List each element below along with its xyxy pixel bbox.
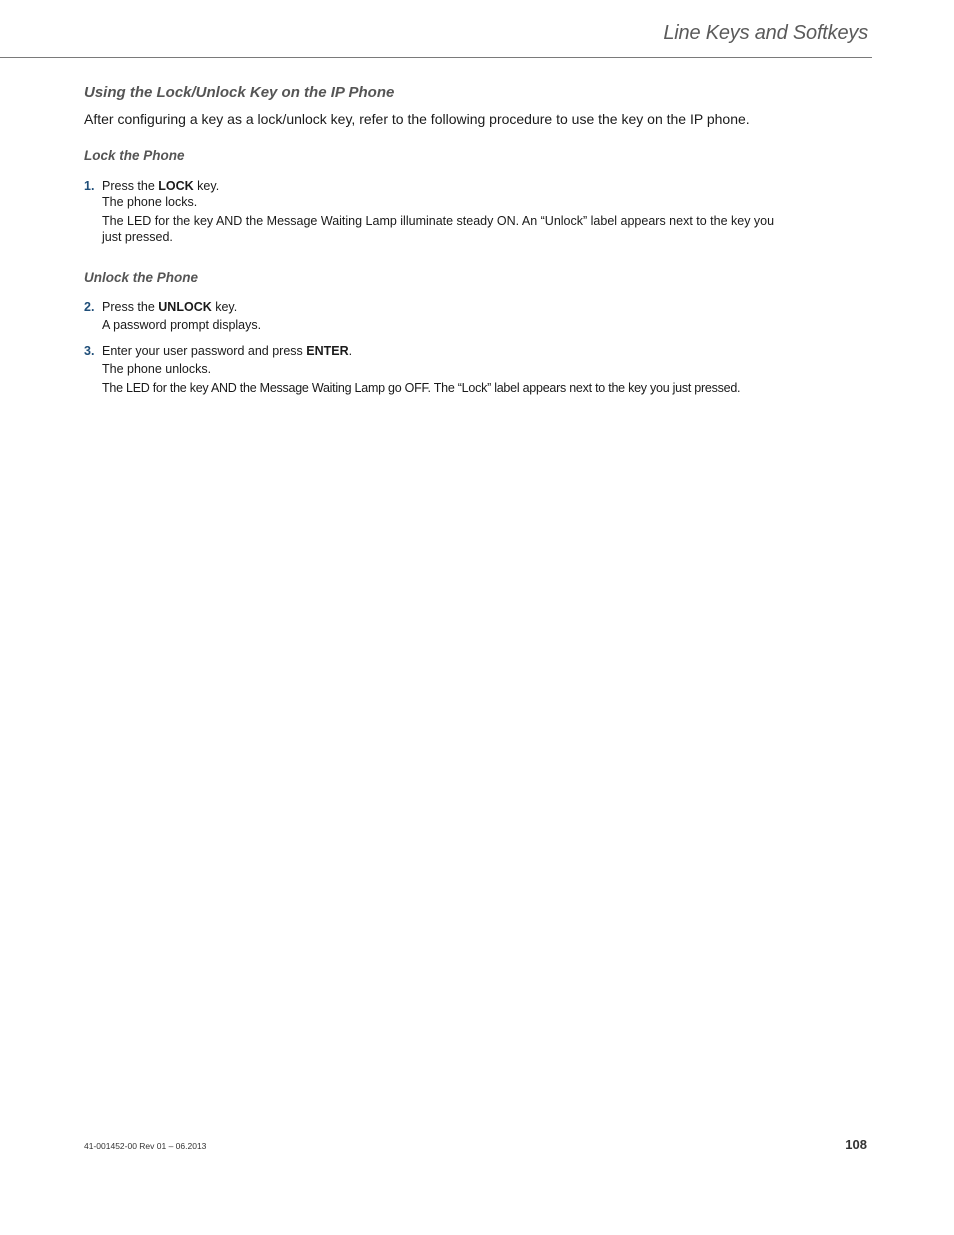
step-result: The phone locks.: [102, 195, 198, 209]
footer-document-id: 41-001452-00 Rev 01 – 06.2013: [84, 1141, 207, 1151]
procedure-step-2: [84, 299, 804, 335]
procedure-step-3: [84, 343, 804, 397]
instruction-text: key.: [211, 300, 238, 314]
procedure-step-1: [84, 178, 804, 248]
instruction-text: Press the: [102, 179, 159, 193]
step-result: The phone unlocks.: [102, 362, 212, 376]
step-body: [102, 299, 792, 333]
step-instruction: [102, 343, 792, 359]
key-name: ENTER: [306, 344, 349, 358]
step-note: The LED for the key AND the Message Waiting Lamp go OFF. The “Lock” label appears next to the key you just pressed.: [102, 381, 741, 395]
instruction-text: key.: [193, 179, 220, 193]
step-body: [102, 178, 792, 245]
key-name: UNLOCK: [158, 300, 212, 314]
step-instruction: [102, 299, 792, 315]
step-number: 3.: [84, 344, 95, 358]
step-number: 2.: [84, 300, 95, 314]
step-result: A password prompt displays.: [102, 318, 262, 332]
step-note: The LED for the key AND the Message Waiting Lamp illuminate steady ON. An “Unlock” label appears next to the key you just pressed.: [102, 214, 775, 244]
instruction-text: .: [348, 344, 353, 358]
section-title: Using the Lock/Unlock Key on the IP Phone: [84, 84, 395, 101]
footer-page-number: 108: [845, 1137, 867, 1152]
subheading-unlock-phone: Unlock the Phone: [84, 270, 199, 285]
key-name: LOCK: [158, 179, 194, 193]
step-instruction: [102, 178, 792, 194]
instruction-text: Enter your user password and press: [102, 344, 307, 358]
intro-paragraph: After configuring a key as a lock/unlock key, refer to the following procedure to use the key on the IP phone.: [84, 111, 750, 127]
subheading-lock-phone: Lock the Phone: [84, 148, 185, 163]
running-header-title: Line Keys and Softkeys: [663, 22, 868, 44]
header-divider: [0, 57, 872, 58]
instruction-text: Press the: [102, 300, 159, 314]
step-body: [102, 343, 792, 396]
step-number: 1.: [84, 179, 95, 193]
